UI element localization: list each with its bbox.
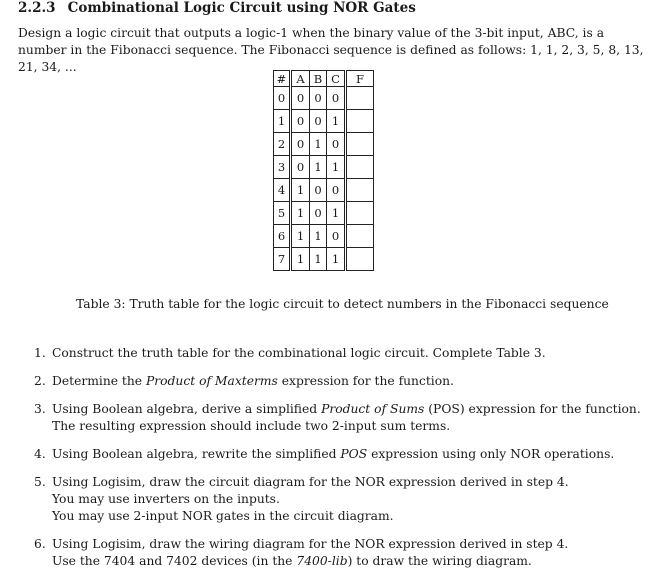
- header-b: B: [310, 71, 327, 87]
- step-line: [52, 401, 649, 418]
- c-cell: 1: [327, 110, 346, 133]
- section-heading: [18, 0, 416, 16]
- f-cell[interactable]: [346, 156, 374, 179]
- step-text-part: Using Boolean algebra, rewrite the simplified: [52, 447, 341, 461]
- step-text-part: Use the 7404 and 7402 devices (in the: [52, 554, 297, 568]
- table-row: [274, 133, 374, 156]
- instruction-item: [34, 401, 649, 435]
- a-cell: 0: [291, 156, 310, 179]
- step-text-part: expression using only NOR operations.: [367, 447, 615, 461]
- table-row: [274, 225, 374, 248]
- row-number-cell: 3: [274, 156, 291, 179]
- step-text-part: expression for the function.: [277, 374, 454, 388]
- instruction-item: [34, 536, 649, 570]
- a-cell: 0: [291, 110, 310, 133]
- table-row: [274, 110, 374, 133]
- f-cell[interactable]: [346, 110, 374, 133]
- b-cell: 1: [310, 248, 327, 271]
- step-text-part: Using Boolean algebra, derive a simplified: [52, 402, 322, 416]
- instruction-item: [34, 474, 649, 525]
- instruction-list: [34, 345, 649, 581]
- c-cell: 1: [327, 202, 346, 225]
- step-line: You may use 2-input NOR gates in the circuit diagram.: [52, 509, 394, 523]
- truth-table-header-row: [274, 71, 374, 87]
- f-cell[interactable]: [346, 87, 374, 110]
- f-cell[interactable]: [346, 248, 374, 271]
- step-emphasis: 7400-lib: [296, 554, 348, 568]
- step-text: [52, 345, 649, 362]
- table-caption: Table 3: Truth table for the logic circuit to detect numbers in the Fibonacci sequence: [76, 297, 609, 311]
- row-number-cell: 7: [274, 248, 291, 271]
- step-line: Construct the truth table for the combinational logic circuit. Complete Table 3.: [52, 346, 546, 360]
- row-number-cell: 0: [274, 87, 291, 110]
- section-title: Combinational Logic Circuit using NOR Gates: [67, 0, 416, 16]
- step-text-part: ) to draw the wiring diagram.: [347, 554, 532, 568]
- b-cell: 1: [310, 133, 327, 156]
- step-number: 3.: [34, 402, 46, 416]
- b-cell: 1: [310, 225, 327, 248]
- step-text-part: Determine the: [52, 374, 146, 388]
- f-cell[interactable]: [346, 133, 374, 156]
- row-number-cell: 4: [274, 179, 291, 202]
- truth-table-container: [273, 70, 374, 271]
- intro-paragraph: Design a logic circuit that outputs a logic-1 when the binary value of the 3-bit input, ABC, is a number in the Fibonacci sequence. The Fibonacci sequence is defined as follows: 1, 1, 2, 3, 5, 8, 13, 21, 34, ...: [18, 26, 644, 74]
- c-cell: 1: [327, 156, 346, 179]
- c-cell: 0: [327, 87, 346, 110]
- truth-table: [273, 70, 374, 271]
- step-text: [52, 474, 649, 525]
- row-number-cell: 2: [274, 133, 291, 156]
- f-cell[interactable]: [346, 179, 374, 202]
- step-line: Using Logisim, draw the circuit diagram for the NOR expression derived in step 4.: [52, 475, 569, 489]
- step-line: The resulting expression should include two 2-input sum terms.: [52, 419, 451, 433]
- step-number: 5.: [34, 475, 46, 489]
- c-cell: 0: [327, 225, 346, 248]
- table-row: [274, 202, 374, 225]
- instruction-item: [34, 373, 649, 390]
- step-line: You may use inverters on the inputs.: [52, 492, 280, 506]
- c-cell: 1: [327, 248, 346, 271]
- b-cell: 1: [310, 156, 327, 179]
- instruction-item: [34, 345, 649, 362]
- a-cell: 0: [291, 133, 310, 156]
- step-text: [52, 401, 649, 435]
- b-cell: 0: [310, 179, 327, 202]
- step-line: [52, 446, 649, 463]
- row-number-cell: 5: [274, 202, 291, 225]
- header-f: F: [346, 71, 374, 87]
- table-row: [274, 156, 374, 179]
- section-number: 2.2.3: [18, 0, 56, 16]
- a-cell: 1: [291, 179, 310, 202]
- step-number: 1.: [34, 346, 46, 360]
- row-number-cell: 1: [274, 110, 291, 133]
- step-emphasis: Product of Maxterms: [145, 374, 278, 388]
- step-line: Using Logisim, draw the wiring diagram for the NOR expression derived in step 4.: [52, 537, 569, 551]
- step-number: 6.: [34, 537, 46, 551]
- b-cell: 0: [310, 202, 327, 225]
- table-row: [274, 179, 374, 202]
- step-emphasis: POS: [340, 447, 368, 461]
- header-a: A: [291, 71, 310, 87]
- row-number-cell: 6: [274, 225, 291, 248]
- step-text: [52, 446, 649, 463]
- c-cell: 0: [327, 179, 346, 202]
- step-emphasis: Product of Sums: [321, 402, 425, 416]
- step-text-part: (POS) expression for the function.: [424, 402, 641, 416]
- step-text: [52, 373, 649, 390]
- a-cell: 1: [291, 225, 310, 248]
- f-cell[interactable]: [346, 202, 374, 225]
- table-row: [274, 87, 374, 110]
- f-cell[interactable]: [346, 225, 374, 248]
- step-number: 2.: [34, 374, 46, 388]
- a-cell: 1: [291, 202, 310, 225]
- header-number: #: [274, 71, 291, 87]
- a-cell: 1: [291, 248, 310, 271]
- table-row: [274, 248, 374, 271]
- instruction-item: [34, 446, 649, 463]
- a-cell: 0: [291, 87, 310, 110]
- b-cell: 0: [310, 87, 327, 110]
- c-cell: 0: [327, 133, 346, 156]
- b-cell: 0: [310, 110, 327, 133]
- step-line: [52, 373, 649, 390]
- step-line: [52, 553, 649, 570]
- step-text: [52, 536, 649, 570]
- header-c: C: [327, 71, 346, 87]
- step-number: 4.: [34, 447, 46, 461]
